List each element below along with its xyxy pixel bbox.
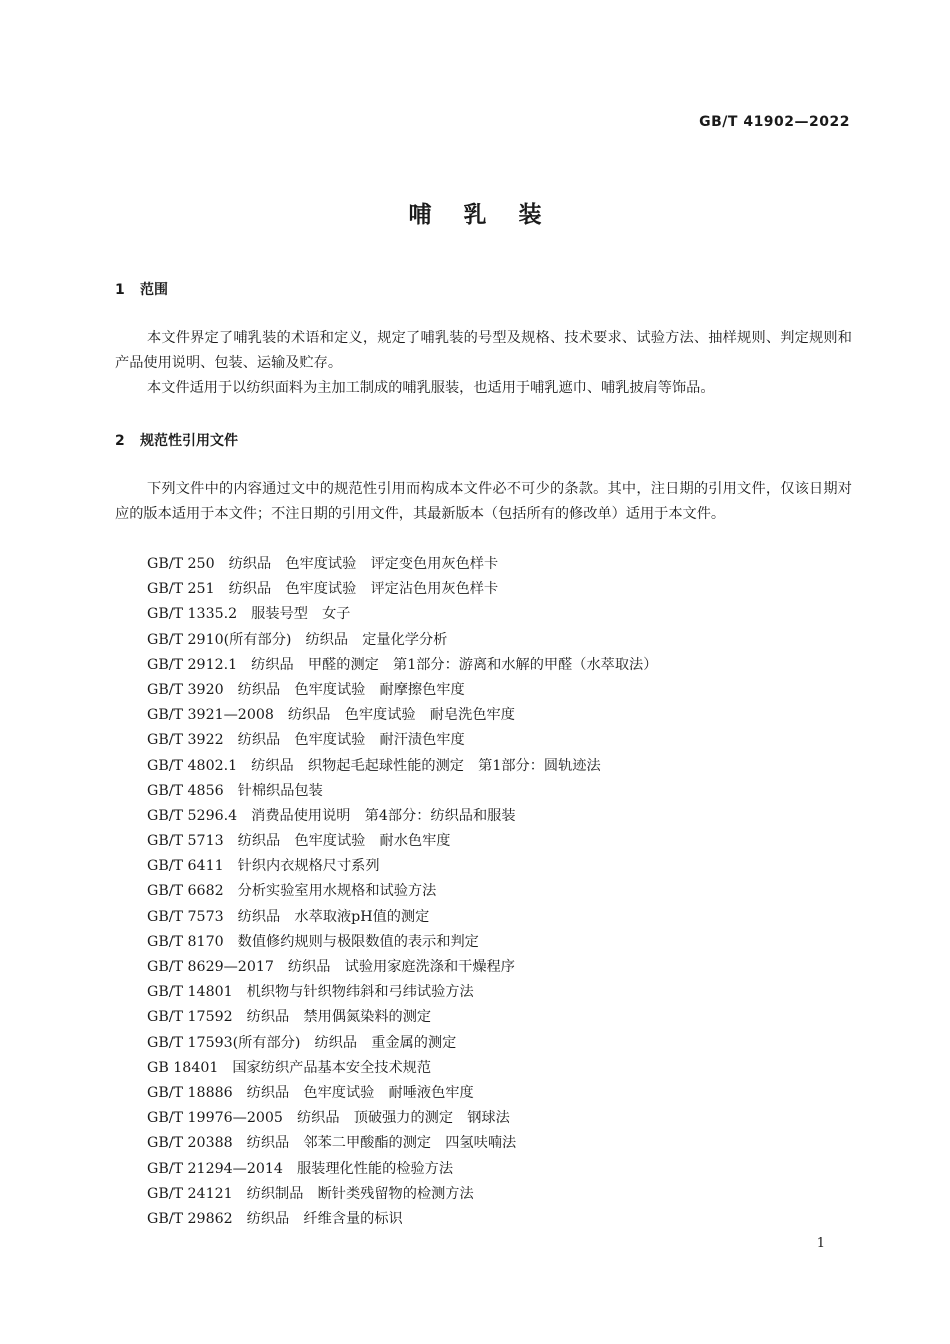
reference-code: GB/T 2912.1 — [147, 656, 238, 673]
section-title: 范围 — [140, 282, 168, 298]
reference-title: 纺织品 色牢度试验 评定变色用灰色样卡 — [228, 556, 499, 572]
reference-code: GB/T 4802.1 — [147, 757, 238, 774]
reference-item — [147, 1106, 657, 1131]
reference-code: GB/T 29862 — [147, 1210, 233, 1227]
reference-item — [147, 1182, 657, 1207]
reference-item — [147, 628, 657, 653]
reference-item — [147, 653, 657, 678]
reference-title: 纺织品 色牢度试验 耐唾液色牢度 — [246, 1084, 474, 1101]
reference-code: GB/T 17592 — [147, 1009, 233, 1026]
references-intro-paragraph: 下列文件中的内容通过文中的规范性引用而构成本文件必不可少的条款。其中，注日期的引用文件，仅该日期对应的版本适用于本文件；不注日期的引用文件，其最新版本（包括所有的修改单）适用于本文件。 — [115, 481, 852, 523]
reference-title: 国家纺织产品基本安全技术规范 — [232, 1059, 432, 1076]
reference-code: GB/T 4856 — [147, 782, 224, 799]
reference-title: 纺织品 纤维含量的标识 — [246, 1210, 403, 1227]
reference-code: GB/T 2910(所有部分) — [147, 631, 292, 648]
reference-title: 纺织品 织物起毛起球性能的测定 第1部分：圆轨迹法 — [251, 757, 601, 774]
reference-title: 针棉织品包装 — [237, 782, 323, 799]
reference-item — [147, 930, 657, 955]
scope-paragraph-2: 本文件适用于以纺织面料为主加工制成的哺乳服装，也适用于哺乳遮巾、哺乳披肩等饰品。 — [147, 380, 715, 396]
reference-item — [147, 552, 657, 577]
reference-item — [147, 1157, 657, 1182]
reference-code: GB/T 8629—2017 — [147, 959, 274, 975]
reference-item — [147, 602, 657, 627]
section-number: 2 — [115, 433, 125, 449]
reference-code: GB/T 19976—2005 — [147, 1110, 283, 1127]
reference-code: GB/T 24121 — [147, 1185, 233, 1202]
reference-item — [147, 1131, 657, 1156]
reference-item — [147, 577, 657, 602]
document-title: 哺乳装 — [408, 202, 574, 228]
reference-list — [147, 552, 657, 1232]
reference-code: GB/T 250 — [147, 556, 215, 572]
reference-item — [147, 728, 657, 753]
reference-title: 纺织品 甲醛的测定 第1部分：游离和水解的甲醛（水萃取法） — [251, 656, 658, 673]
reference-item — [147, 754, 657, 779]
reference-item — [147, 980, 657, 1005]
reference-code: GB/T 5713 — [147, 833, 224, 850]
reference-title: 纺织品 色牢度试验 评定沾色用灰色样卡 — [228, 581, 499, 598]
reference-item — [147, 905, 657, 930]
reference-title: 纺织品 定量化学分析 — [305, 631, 448, 648]
section-heading-normative-references — [115, 430, 238, 450]
reference-title: 纺织品 色牢度试验 耐汗渍色牢度 — [237, 732, 465, 749]
reference-title: 消费品使用说明 第4部分：纺织品和服装 — [251, 807, 516, 824]
reference-code: GB/T 8170 — [147, 933, 224, 950]
reference-item — [147, 1005, 657, 1030]
reference-title: 数值修约规则与极限数值的表示和判定 — [237, 933, 479, 950]
reference-title: 纺织品 顶破强力的测定 钢球法 — [296, 1110, 510, 1127]
section-number: 1 — [115, 282, 125, 298]
reference-title: 纺织制品 断针类残留物的检测方法 — [246, 1185, 474, 1202]
reference-title: 纺织品 水萃取液pH值的测定 — [237, 908, 430, 925]
section-title: 规范性引用文件 — [140, 433, 238, 449]
reference-title: 纺织品 重金属的测定 — [314, 1034, 457, 1051]
reference-code: GB/T 3921—2008 — [147, 707, 274, 724]
section-heading-scope — [115, 279, 168, 299]
reference-code: GB/T 17593(所有部分) — [147, 1034, 301, 1051]
reference-title: 纺织品 色牢度试验 耐皂洗色牢度 — [287, 707, 515, 724]
reference-code: GB/T 5296.4 — [147, 807, 238, 824]
reference-code: GB/T 6682 — [147, 883, 224, 900]
reference-code: GB 18401 — [147, 1059, 219, 1076]
reference-code: GB/T 3922 — [147, 732, 224, 749]
reference-item — [147, 1081, 657, 1106]
reference-code: GB/T 3920 — [147, 681, 224, 698]
reference-title: 机织物与针织物纬斜和弓纬试验方法 — [246, 984, 474, 1001]
reference-item — [147, 879, 657, 904]
page-number: 1 — [816, 1236, 825, 1251]
reference-code: GB/T 14801 — [147, 984, 233, 1001]
reference-item — [147, 678, 657, 703]
reference-code: GB/T 18886 — [147, 1084, 233, 1101]
reference-item — [147, 955, 657, 980]
reference-title: 服装理化性能的检验方法 — [296, 1160, 454, 1177]
reference-title: 纺织品 禁用偶氮染料的测定 — [246, 1009, 432, 1026]
reference-title: 纺织品 邻苯二甲酸酯的测定 四氢呋喃法 — [246, 1135, 517, 1152]
reference-item — [147, 1056, 657, 1081]
scope-paragraph-1: 本文件界定了哺乳装的术语和定义，规定了哺乳装的号型及规格、技术要求、试验方法、抽样规则、判定规则和产品使用说明、包装、运输及贮存。 — [115, 330, 852, 372]
reference-title: 服装号型 女子 — [251, 606, 351, 623]
reference-code: GB/T 1335.2 — [147, 606, 238, 623]
reference-code: GB/T 251 — [147, 581, 215, 598]
reference-code: GB/T 6411 — [147, 858, 224, 875]
reference-code: GB/T 20388 — [147, 1135, 233, 1152]
reference-title: 分析实验室用水规格和试验方法 — [237, 883, 437, 900]
reference-code: GB/T 7573 — [147, 908, 224, 925]
reference-item — [147, 829, 657, 854]
reference-item — [147, 804, 657, 829]
reference-item — [147, 1207, 657, 1232]
reference-title: 纺织品 色牢度试验 耐摩擦色牢度 — [237, 681, 465, 698]
reference-title: 纺织品 试验用家庭洗涤和干燥程序 — [287, 959, 515, 975]
reference-title: 纺织品 色牢度试验 耐水色牢度 — [237, 833, 451, 850]
reference-item — [147, 854, 657, 879]
reference-item — [147, 703, 657, 728]
reference-item — [147, 1031, 657, 1056]
reference-item — [147, 779, 657, 804]
standard-number: GB/T 41902—2022 — [699, 114, 850, 130]
reference-title: 针织内衣规格尺寸系列 — [237, 858, 380, 875]
reference-code: GB/T 21294—2014 — [147, 1160, 283, 1177]
